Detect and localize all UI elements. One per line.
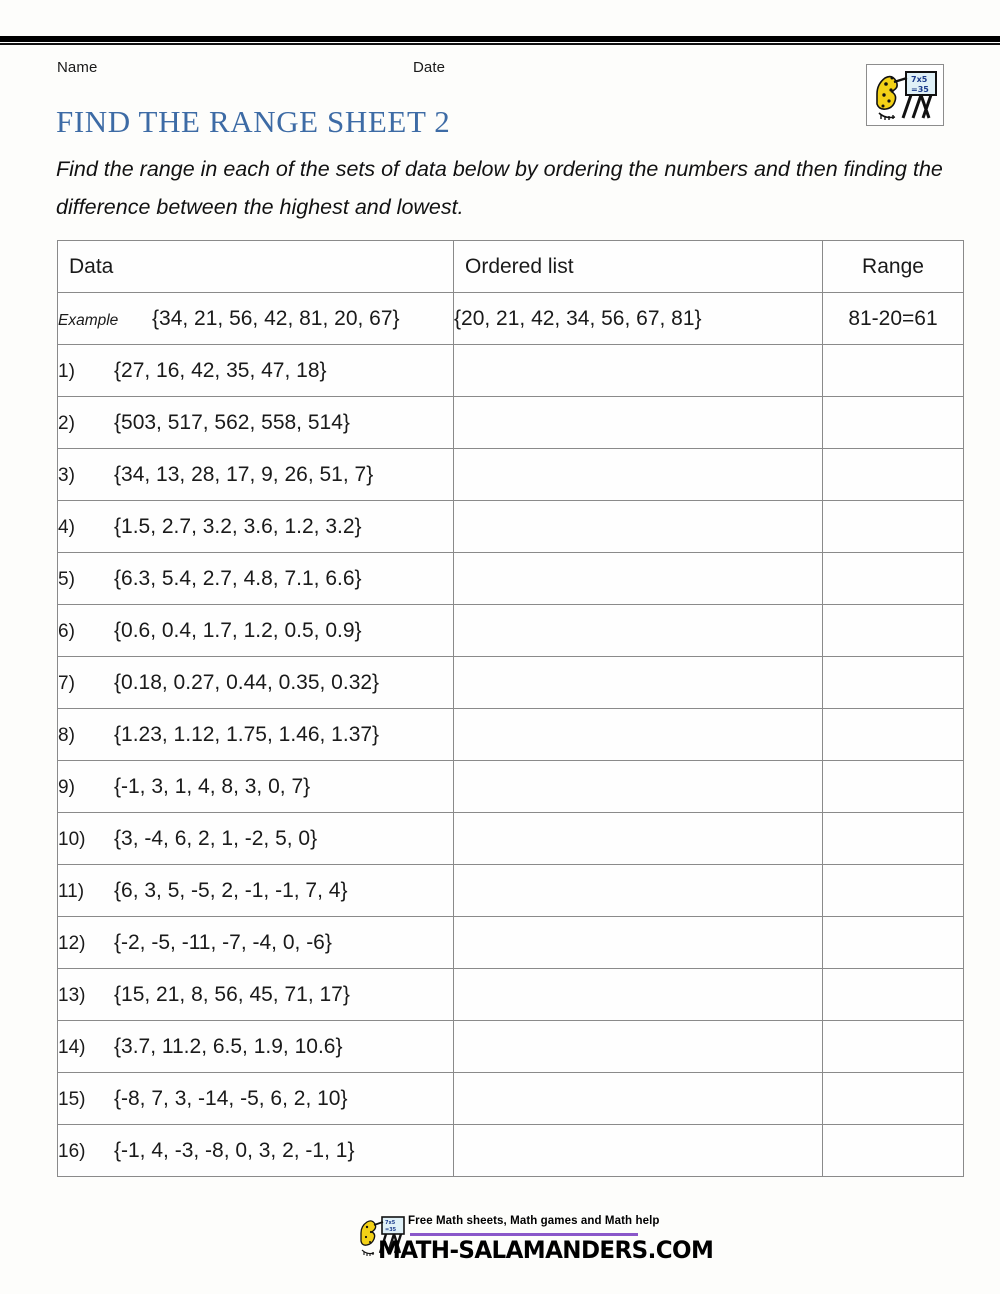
- row-range-answer-cell[interactable]: [823, 1073, 964, 1125]
- row-ordered-answer-cell[interactable]: [454, 709, 823, 761]
- table-row: [58, 501, 964, 553]
- row-ordered-answer-cell[interactable]: [454, 657, 823, 709]
- row-data-values: {27, 16, 42, 35, 47, 18}: [114, 358, 327, 382]
- row-data-values: {503, 517, 562, 558, 514}: [114, 410, 350, 434]
- row-index-label: 5): [58, 568, 75, 590]
- table-row: [58, 553, 964, 605]
- svg-text:7x5: 7x5: [385, 1220, 396, 1226]
- column-header-range: Range: [823, 241, 964, 293]
- table-row: [58, 449, 964, 501]
- table-row: [58, 657, 964, 709]
- table-row: [58, 345, 964, 397]
- math-salamanders-logo: [866, 64, 944, 126]
- row-index-label: 3): [58, 464, 75, 486]
- row-ordered-answer-cell[interactable]: [454, 449, 823, 501]
- table-header-row: [58, 241, 964, 293]
- row-ordered-answer-cell[interactable]: [454, 1125, 823, 1177]
- row-index-label: 14): [58, 1036, 86, 1058]
- row-ordered-answer-cell[interactable]: [454, 813, 823, 865]
- row-index-label: 10): [58, 828, 86, 850]
- row-range-answer-cell[interactable]: [823, 761, 964, 813]
- row-data-cell: [58, 761, 454, 813]
- row-index-label: 7): [58, 672, 75, 694]
- row-data-values: {34, 13, 28, 17, 9, 26, 51, 7}: [114, 462, 374, 486]
- table-row: [58, 761, 964, 813]
- row-data-values: {-8, 7, 3, -14, -5, 6, 2, 10}: [114, 1086, 348, 1110]
- table-row: [58, 1021, 964, 1073]
- row-ordered-answer-cell[interactable]: [454, 761, 823, 813]
- row-index-label: 2): [58, 412, 75, 434]
- table-row-example: [58, 293, 964, 345]
- table-row: [58, 917, 964, 969]
- row-range-answer-cell[interactable]: [823, 969, 964, 1021]
- example-data-cell: [58, 293, 454, 345]
- table-row: [58, 969, 964, 1021]
- row-data-values: {6.3, 5.4, 2.7, 4.8, 7.1, 6.6}: [114, 566, 362, 590]
- row-range-answer-cell[interactable]: [823, 605, 964, 657]
- row-ordered-answer-cell[interactable]: [454, 1073, 823, 1125]
- column-header-ordered: Ordered list: [454, 241, 823, 293]
- row-ordered-answer-cell[interactable]: [454, 553, 823, 605]
- svg-text:=35: =35: [385, 1227, 397, 1233]
- row-data-values: {0.18, 0.27, 0.44, 0.35, 0.32}: [114, 670, 380, 694]
- row-data-cell: [58, 501, 454, 553]
- row-ordered-answer-cell[interactable]: [454, 605, 823, 657]
- example-label: Example: [58, 311, 119, 329]
- instructions-text: Find the range in each of the sets of data below by ordering the numbers and then finding the difference between the highest and lowest.: [56, 157, 943, 219]
- row-data-values: {6, 3, 5, -5, 2, -1, -1, 7, 4}: [114, 878, 348, 902]
- table-row: [58, 605, 964, 657]
- row-data-cell: [58, 1073, 454, 1125]
- row-range-answer-cell[interactable]: [823, 345, 964, 397]
- row-data-values: {3, -4, 6, 2, 1, -2, 5, 0}: [114, 826, 318, 850]
- row-range-answer-cell[interactable]: [823, 813, 964, 865]
- column-header-data: Data: [58, 241, 454, 293]
- example-ordered-cell[interactable]: {20, 21, 42, 34, 56, 67, 81}: [454, 293, 823, 345]
- row-data-values: {-1, 4, -3, -8, 0, 3, 2, -1, 1}: [114, 1138, 355, 1162]
- row-index-label: 6): [58, 620, 75, 642]
- row-data-cell: [58, 969, 454, 1021]
- row-data-cell: [58, 1125, 454, 1177]
- name-label: Name: [57, 59, 98, 76]
- row-index-label: 13): [58, 984, 86, 1006]
- date-label: Date: [413, 59, 446, 76]
- row-index-label: 12): [58, 932, 86, 954]
- row-range-answer-cell[interactable]: [823, 865, 964, 917]
- row-data-cell: [58, 813, 454, 865]
- footer-site-name: MATH-SALAMANDERS.COM: [378, 1237, 714, 1265]
- row-ordered-answer-cell[interactable]: [454, 501, 823, 553]
- row-data-values: {1.23, 1.12, 1.75, 1.46, 1.37}: [114, 722, 380, 746]
- row-index-label: 11): [58, 880, 85, 902]
- row-data-cell: [58, 345, 454, 397]
- row-data-values: {-1, 3, 1, 4, 8, 3, 0, 7}: [114, 774, 311, 798]
- svg-text:7x5: 7x5: [911, 75, 928, 84]
- row-data-cell: [58, 1021, 454, 1073]
- table-row: [58, 813, 964, 865]
- row-range-answer-cell[interactable]: [823, 1125, 964, 1177]
- row-range-answer-cell[interactable]: [823, 501, 964, 553]
- top-rule-divider: [0, 36, 1000, 43]
- example-range-cell[interactable]: 81-20=61: [823, 293, 964, 345]
- row-range-answer-cell[interactable]: [823, 397, 964, 449]
- row-index-label: 9): [58, 776, 75, 798]
- page-title: FIND THE RANGE SHEET 2: [56, 104, 451, 139]
- svg-text:=35: =35: [911, 85, 929, 94]
- row-range-answer-cell[interactable]: [823, 553, 964, 605]
- row-range-answer-cell[interactable]: [823, 657, 964, 709]
- row-ordered-answer-cell[interactable]: [454, 1021, 823, 1073]
- row-data-cell: [58, 657, 454, 709]
- row-data-values: {1.5, 2.7, 3.2, 3.6, 1.2, 3.2}: [114, 514, 362, 538]
- range-worksheet-table: [57, 240, 964, 1177]
- example-data-values: {34, 21, 56, 42, 81, 20, 67}: [152, 306, 400, 330]
- row-data-cell: [58, 397, 454, 449]
- footer: [356, 1211, 714, 1273]
- row-data-cell: [58, 605, 454, 657]
- row-range-answer-cell[interactable]: [823, 1021, 964, 1073]
- row-data-values: {0.6, 0.4, 1.7, 1.2, 0.5, 0.9}: [114, 618, 362, 642]
- row-range-answer-cell[interactable]: [823, 917, 964, 969]
- footer-tagline: Free Math sheets, Math games and Math help: [408, 1215, 660, 1227]
- row-data-cell: [58, 449, 454, 501]
- row-data-cell: [58, 865, 454, 917]
- row-index-label: 15): [58, 1088, 86, 1110]
- row-data-values: {-2, -5, -11, -7, -4, 0, -6}: [114, 930, 332, 954]
- row-data-cell: [58, 709, 454, 761]
- row-ordered-answer-cell[interactable]: [454, 865, 823, 917]
- name-date-row: [57, 59, 837, 79]
- row-ordered-answer-cell[interactable]: [454, 917, 823, 969]
- row-range-answer-cell[interactable]: [823, 449, 964, 501]
- table-row: [58, 865, 964, 917]
- footer-rule: [410, 1233, 638, 1236]
- row-index-label: 16): [58, 1140, 86, 1162]
- row-range-answer-cell[interactable]: [823, 709, 964, 761]
- row-index-label: 8): [58, 724, 75, 746]
- row-index-label: 4): [58, 516, 75, 538]
- row-data-values: {3.7, 11.2, 6.5, 1.9, 10.6}: [114, 1034, 343, 1058]
- row-data-cell: [58, 553, 454, 605]
- row-data-values: {15, 21, 8, 56, 45, 71, 17}: [114, 982, 350, 1006]
- table-row: [58, 1125, 964, 1177]
- row-data-cell: [58, 917, 454, 969]
- table-row: [58, 397, 964, 449]
- table-row: [58, 709, 964, 761]
- row-ordered-answer-cell[interactable]: [454, 397, 823, 449]
- row-index-label: 1): [58, 360, 75, 382]
- row-ordered-answer-cell[interactable]: [454, 969, 823, 1021]
- row-ordered-answer-cell[interactable]: [454, 345, 823, 397]
- table-row: [58, 1073, 964, 1125]
- salamander-blackboard-icon: [867, 65, 943, 125]
